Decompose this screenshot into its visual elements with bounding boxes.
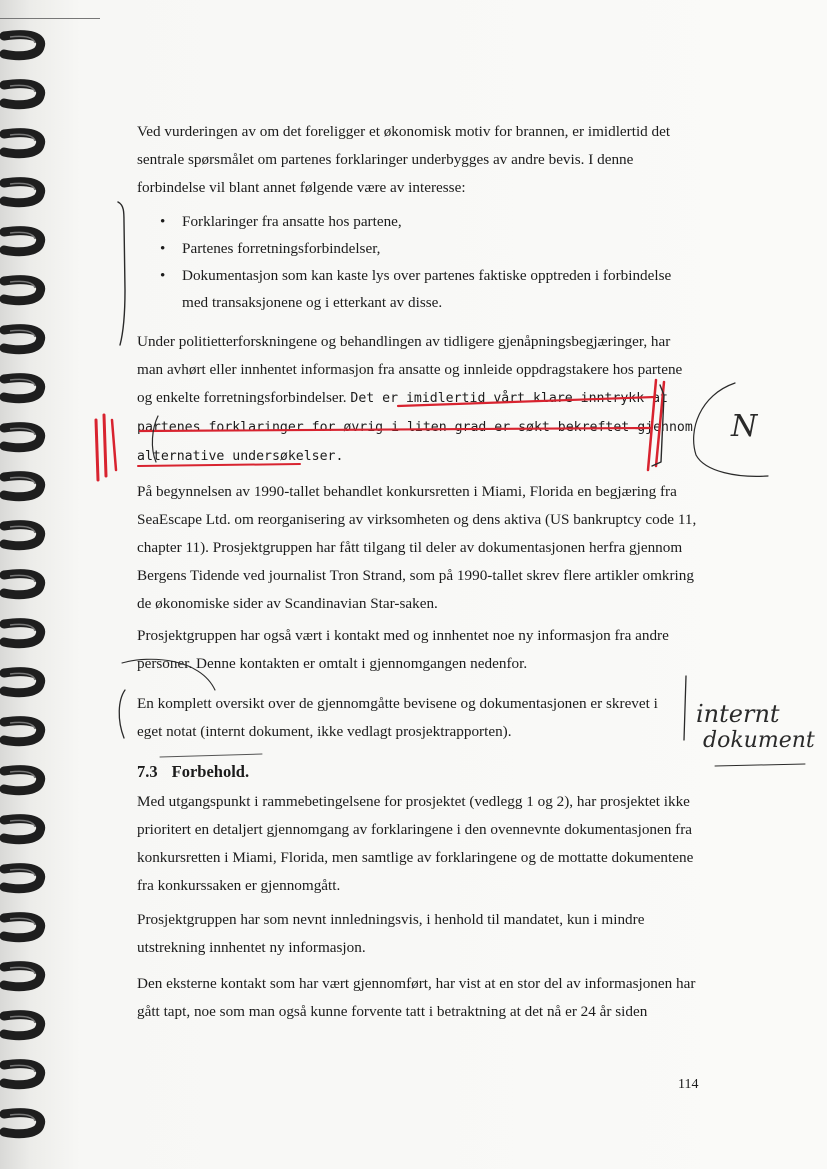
overview-bracket (119, 690, 125, 738)
paragraph-contacts: Prosjektgruppen har også vært i kontakt med og innhentet noe ny informasjon fra andre personer. Denne kontakten er omtalt i gjennomgangen nedenfor. (137, 627, 669, 672)
binding-ring (4, 721, 44, 742)
paragraph-external-contact: Den eksterne kontakt som har vært gjennomført, har vist at en stor del av informasjonen har gått tapt, noe som man også kunne forvente tatt i betraktning at det nå er 24 år siden (137, 975, 696, 1020)
binding-ring (4, 623, 44, 644)
binding-ring (4, 917, 44, 938)
binding-ring (4, 182, 44, 203)
page-number: 114 (678, 1077, 699, 1092)
overview-bracket (684, 676, 686, 740)
binding-ring (4, 378, 44, 399)
bullet-item: • Forklaringer fra ansatte hos partene, (160, 208, 700, 235)
section-title: Forbehold. (171, 762, 250, 781)
spiral-binding (0, 0, 60, 1169)
margin-letter: N (731, 409, 758, 444)
binding-ring (4, 231, 44, 252)
section-number: 7.3 (137, 762, 158, 781)
heading-overline (160, 754, 262, 757)
binding-ring (4, 476, 44, 497)
paragraph-overview: En komplett oversikt over de gjennomgåtte bevisene og dokumentasjonen er skrevet i eget notat (internt dokument, ikke vedlagt prosjektrapporten). (137, 695, 658, 740)
red-margin-mark (96, 420, 98, 480)
binding-ring (4, 966, 44, 987)
binding-ring (4, 427, 44, 448)
circle-mark (694, 383, 768, 476)
paragraph-text: Under politietterforskningene og behandlingen av tidligere gjenåpningsbegjæringer, har man avhørt eller innhentet informasjon fra ansatte og innleide oppdragstakere hos partene og enkelte forretningsforbindelser. (137, 333, 683, 406)
binding-ring (4, 525, 44, 546)
evidence-bullet-list (160, 208, 700, 316)
binding-ring (4, 84, 44, 105)
binding-ring (4, 574, 44, 595)
paragraph-police-investigations (137, 328, 697, 471)
note-underline (715, 764, 805, 766)
binding-ring (4, 329, 44, 350)
paragraph-miami-bankruptcy: På begynnelsen av 1990-tallet behandlet konkursretten i Miami, Florida en begjæring fra SeaEscape Ltd. om reorganisering av virksomheten og dens aktiva (US bankruptcy code 11, chapter 11). Prosjektgruppen har fått tilgang til deler av dokumentasjonen herfra gjennom Bergens Tidende ved journalist Tron Strand, som på 1990-tallet skrev flere artikler omkring de økonomiske sider av Scandinavian Star-saken. (137, 483, 697, 612)
highlighted-sentence: Det er imidlertid vårt klare inntrykk at partenes forklaringer for øvrig i liten grad er søkt bekreftet gjennom alternative undersøkelser. (137, 391, 693, 464)
binding-ring (4, 1064, 44, 1085)
margin-note: dokument (703, 728, 815, 753)
binding-ring (4, 1015, 44, 1036)
binding-ring (4, 280, 44, 301)
margin-bracket-bullets (118, 202, 125, 345)
binding-ring (4, 672, 44, 693)
red-margin-mark (112, 420, 116, 470)
margin-note: internt (696, 700, 780, 728)
binding-ring (4, 868, 44, 889)
paragraph-reservations: Med utgangspunkt i rammebetingelsene for prosjektet (vedlegg 1 og 2), har prosjektet ikke prioritert en detaljert gjennomgang av forklaringene i den ovennevnte dokumentasjonen fra konkursretten i Miami, Florida, men samtlige av forklaringene og de mottatte dokumentene fra konkurssaken er gjennomgått. (137, 793, 694, 894)
bullet-item: • Dokumentasjon som kan kaste lys over partenes faktiske opptreden i forbindelse med transaksjonene og i etterkant av disse. (160, 262, 700, 316)
binding-ring (4, 770, 44, 791)
paragraph-economic-motive: Ved vurderingen av om det foreligger et økonomisk motiv for brannen, er imidlertid det sentrale spørsmålet om partenes forklaringer underbygges av andre bevis. I denne forbindelse vil blant annet følgende være av interesse: (137, 123, 671, 196)
paragraph-new-information: Prosjektgruppen har som nevnt innledningsvis, i henhold til mandatet, kun i mindre utstrekning innhentet ny informasjon. (137, 911, 645, 956)
bullet-item: • Partenes forretningsforbindelser, (160, 235, 700, 262)
binding-ring (4, 819, 44, 840)
red-margin-mark (104, 415, 106, 476)
binding-ring (4, 1113, 44, 1134)
binding-ring (4, 133, 44, 154)
section-heading (137, 762, 249, 782)
binding-ring (4, 35, 44, 56)
